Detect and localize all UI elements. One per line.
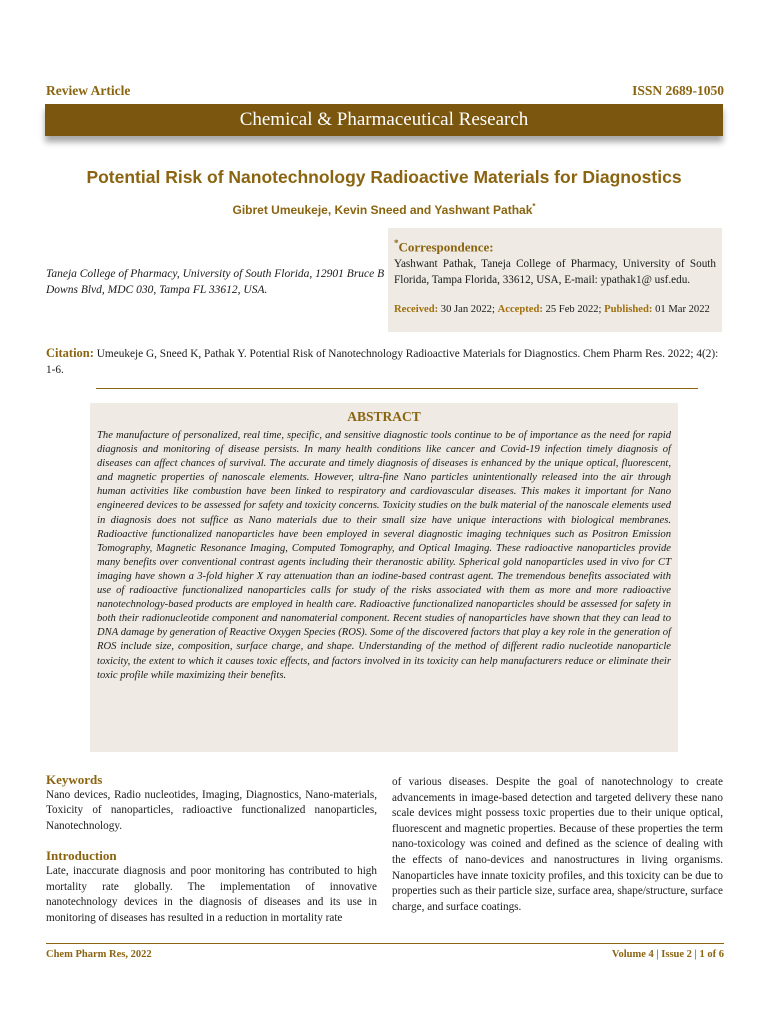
correspondence-body: Yashwant Pathak, Taneja College of Pharmacy, University of South Florida, Tampa Florida, 33612, USA, E-mail: ypathak1@ usf.edu. <box>394 257 716 286</box>
authors: Gibret Umeukeje, Kevin Sneed and Yashwant Pathak <box>232 203 533 217</box>
footer-journal: Chem Pharm Res, 2022 <box>46 949 152 960</box>
abstract-text: The manufacture of personalized, real time, specific, and sensitive diagnostic tools continue to be of importance as the need for rapid diagnosis and monitoring of disease persists. In many health conditions like cancer and Covid-19 infection timely diagnosis of diseases can affect chances of survival. The accurate and timely diagnosis of diseases is enhanced by the unique optical, fluorescent, and magnetic properties of nanoscale elements. However, ultra-fine Nano particles unintentionally released into the air through human activities like combustion have been linked to respiratory and cardiovascular diseases. This makes it important for Nano engineered devices to be assessed for safety and toxicity concerns. Toxicity studies on the bulk material of the nanoscale elements used in diagnosis does not suffice as Nano materials due to their small size have unique interactions with biological membranes. Radioactive functionalized nanoparticles have been employed in several diagnostic imaging techniques such as Positron Emission Tomography, Magnetic Resonance Imaging, Computed Tomography, and Optical Imaging. These radioactive nanoparticles provide many benefits over conventional contrast agents including their theranostic ability. Spherical gold nanoparticles used in vivo for CT imaging have shown a 3-fold higher X ray attenuation than an iodine-based contrast agent. The tremendous benefits associated with use of radioactive functionalized nanoparticles calls for study of the risks associated with them as more and more radioactive nanotechnology-based products are employed in health care. Radioactive functionalized nanoparticles should be assessed for safety in both their radionucleotide component and nanomaterial component. Recent studies of nanoparticles have shown that they can lead to DNA damage by generation of Reactive Oxygen Species (ROS). Some of the discovered factors that play a key role in the generation of ROS include size, composition, surface charge, and shape. Understanding of the method of different radio nucleotide nanoparticle toxicity, the extent to which it causes toxic effects, and factors involved in its toxicity can help manufacturers reduce or eliminate their toxic profile while maximizing their benefits. <box>97 430 671 681</box>
correspondence-mark: * <box>394 238 399 248</box>
article-title: Potential Risk of Nanotechnology Radioactive Materials for Diagnostics <box>86 167 682 187</box>
footer-volume: Volume 4 | Issue 2 | 1 of 6 <box>611 949 724 960</box>
left-column <box>46 772 377 926</box>
top-header-row <box>46 83 724 101</box>
citation-text: Umeukeje G, Sneed K, Pathak Y. Potential Risk of Nanotechnology Radioactive Materials for Diagnostics. Chem Pharm Res. 2022; 4(2): 1-6. <box>46 348 719 376</box>
citation <box>46 346 724 378</box>
introduction-heading: Introduction <box>46 848 117 864</box>
published-label: Published: <box>604 304 653 316</box>
published-date: 01 Mar 2022 <box>655 304 710 316</box>
abstract-box <box>90 403 678 752</box>
keywords-text: Nano devices, Radio nucleotides, Imaging, Diagnostics, Nano-materials, Toxicity of nanoparticles, radioactive functionalized nanoparticles, Nanotechnology. <box>46 788 377 832</box>
divider <box>96 388 698 389</box>
received-label: Received: <box>394 304 439 316</box>
introduction-text: Late, inaccurate diagnosis and poor monitoring has contributed to high mortality rate globally. The implementation of innovative nanotechnology devices in the diagnosis of diseases and its use in monitoring of diseases has resulted in a reduction in mortality rate <box>46 864 377 924</box>
correspondence-box <box>388 228 722 332</box>
author-mark: * <box>532 202 536 211</box>
author-list <box>0 202 768 217</box>
accepted-label: Accepted: <box>497 304 543 316</box>
received-date: 30 Jan 2022; <box>440 304 495 316</box>
right-column <box>392 775 723 915</box>
right-column-text: of various diseases. Despite the goal of nanotechnology to create advancements in image-based detection and targeted delivery these nano scale devices might possess toxic properties due to their unique optical, fluorescent and magnetic properties. Because of these properties the term nano-toxicology was coined and defined as the science of dealing with the effects of nano-devices and nanostructures in living organisms. Nanoparticles have innate toxicity profiles, and this toxicity can be due to properties such as their particle size, surface area, shape/structure, surface charge, and surface coatings. <box>392 776 723 913</box>
correspondence-heading: *Correspondence: <box>394 238 494 255</box>
issn: ISSN 2689-1050 <box>632 83 724 98</box>
journal-name: Chemical & Pharmaceutical Research <box>239 109 529 130</box>
journal-banner <box>45 104 723 136</box>
abstract-heading: ABSTRACT <box>347 409 421 424</box>
keywords-heading: Keywords <box>46 772 103 787</box>
article-dates <box>394 302 716 318</box>
footer-divider <box>46 943 724 944</box>
article-type: Review Article <box>46 83 131 98</box>
citation-label: Citation: <box>46 346 94 360</box>
accepted-date: 25 Feb 2022; <box>545 304 602 316</box>
affiliation: Taneja College of Pharmacy, University of South Florida, 12901 Bruce B Downs Blvd, MDC 030, Tampa FL 33612, USA. <box>46 268 385 296</box>
